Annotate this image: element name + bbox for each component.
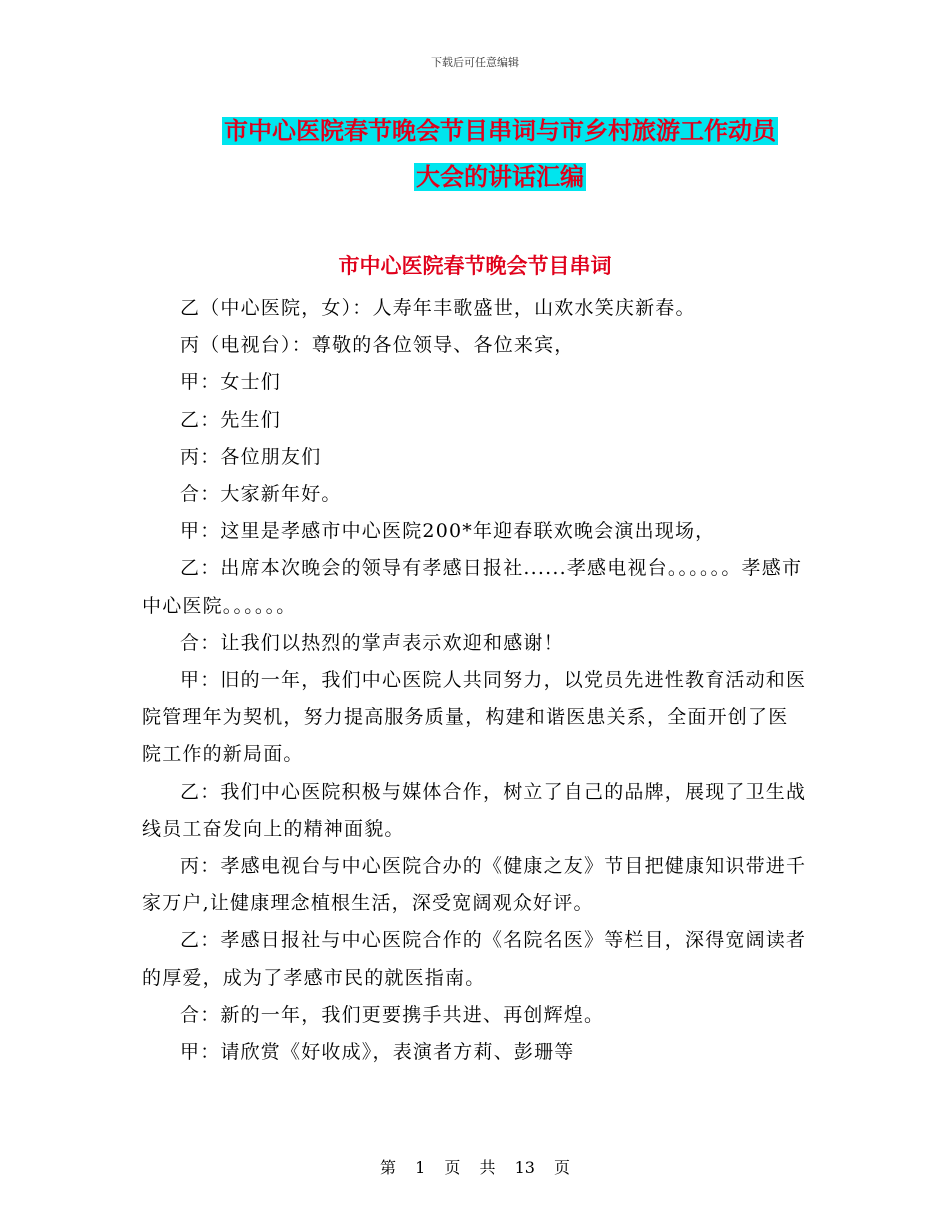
paragraph: 甲：旧的一年，我们中心医院人共同努力，以党员先进性教育活动和医院管理年为契机，努力提高服务质量，构建和谐医患关系，全面开创了医院工作的新局面。 xyxy=(142,669,807,766)
paragraph: 合：让我们以热烈的掌声表示欢迎和感谢！ xyxy=(180,631,564,654)
paragraph: 乙：出席本次晚会的领导有孝感日报社......孝感电视台。。。。。。孝感市中心医院。。。。。。 xyxy=(142,557,803,617)
paragraph: 乙：孝感日报社与中心医院合作的《名院名医》等栏目，深得宽阔读者的厚爱，成为了孝感市民的就医指南。 xyxy=(142,929,807,989)
paragraph: 乙：我们中心医院积极与媒体合作，树立了自己的品牌，展现了卫生战线员工奋发向上的精神面貌。 xyxy=(142,780,807,840)
footer-suffix: 页 xyxy=(554,1158,571,1177)
footer-total-pages: 13 xyxy=(514,1158,535,1177)
footer-page-label: 页 xyxy=(444,1158,461,1177)
paragraph: 丙：孝感电视台与中心医院合办的《健康之友》节目把健康知识带进千家万户,让健康理念植根生活，深受宽阔观众好评。 xyxy=(142,855,807,915)
page-footer xyxy=(0,1155,950,1178)
body-text xyxy=(142,290,807,1071)
paragraph: 甲：女士们 xyxy=(180,371,282,394)
section-title: 市中心医院春节晚会节目串词 xyxy=(338,254,612,278)
footer-page-number: 1 xyxy=(415,1158,426,1177)
paragraph: 甲：请欣赏《好收成》，表演者方莉、彭珊等 xyxy=(180,1041,575,1064)
paragraph: 丙（电视台）：尊敬的各位领导、各位来宾， xyxy=(180,334,575,357)
paragraph: 合：大家新年好。 xyxy=(180,483,342,506)
header-note: 下载后可任意编辑 xyxy=(431,56,519,69)
paragraph: 合：新的一年，我们更要携手共进、再创辉煌。 xyxy=(180,1003,605,1026)
paragraph: 乙（中心医院，女）：人寿年丰歌盛世，山欢水笑庆新春。 xyxy=(180,297,696,319)
paragraph: 甲：这里是孝感市中心医院200*年迎春联欢晚会演出现场， xyxy=(180,520,716,543)
document-title xyxy=(190,108,810,200)
document-title-line-1: 市中心医院春节晚会节目串词与市乡村旅游工作动员 xyxy=(224,117,776,145)
footer-prefix: 第 xyxy=(379,1158,396,1177)
footer-total-label: 共 xyxy=(479,1158,496,1177)
document-title-line-2: 大会的讲话汇编 xyxy=(416,163,584,191)
paragraph: 乙：先生们 xyxy=(180,408,282,431)
paragraph: 丙：各位朋友们 xyxy=(180,445,322,468)
